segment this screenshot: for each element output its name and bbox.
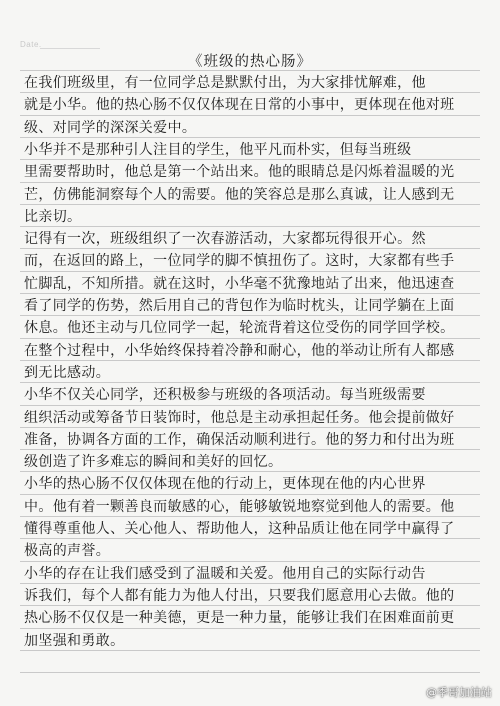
essay-line: 组织活动或筹备节日装饰时，他总是主动承担起任务。他会提前做好 <box>24 409 455 426</box>
essay-line: 诉我们，每个人都有能力为他人付出，只要我们愿意用心去做。他的 <box>24 587 455 604</box>
ruled-line <box>20 338 480 339</box>
ruled-line <box>20 382 480 383</box>
ruled-line <box>20 516 480 517</box>
ruled-line <box>20 159 480 160</box>
essay-line: 忙脚乱，不知所措。就在这时，小华毫不犹豫地站了出来，他迅速查 <box>24 275 455 292</box>
ruled-line <box>20 271 480 272</box>
date-label: Date. <box>20 40 42 49</box>
essay-line: 中。他有着一颗善良而敏感的心，能够敏锐地察觉到他人的需要。他 <box>24 498 455 515</box>
essay-line: 芒，仿佛能洞察每个人的需要。他的笑容总是那么真诚，让人感到无 <box>24 186 455 203</box>
ruled-line <box>20 137 480 138</box>
ruled-line <box>20 315 480 316</box>
ruled-line <box>20 360 480 361</box>
essay-line: 里需要帮助时，他总是第一个站出来。他的眼睛总是闪烁着温暖的光 <box>24 164 455 181</box>
essay-line: 级、对同学的深深关爱中。 <box>24 119 197 136</box>
date-underline <box>40 48 100 49</box>
ruled-line <box>20 182 480 183</box>
ruled-line <box>20 628 480 629</box>
essay-line: 热心肠不仅仅是一种美德，更是一种力量，能够让我们在困难面前更 <box>24 610 455 627</box>
ruled-line <box>20 561 480 562</box>
essay-line: 看了同学的伤势，然后用自己的背包作为临时枕头，让同学躺在上面 <box>24 298 455 314</box>
essay-line: 小华并不是那种引人注目的学生，他平凡而朴实，但每当班级 <box>24 141 412 158</box>
essay-line: 休息。他还主动与几位同学一起，轮流背着这位受伤的同学回学校。 <box>24 320 455 337</box>
essay-line: 准备，协调各方面的工作，确保活动顺利进行。他的努力和付出为班 <box>24 431 455 448</box>
essay-line: 小华不仅关心同学，还积极参与班级的各项活动。每当班级需要 <box>24 387 426 404</box>
ruled-line <box>20 471 480 472</box>
essay-title: 《班级的热心肠》 <box>188 54 312 70</box>
essay-line: 小华的热心肠不仅仅体现在他的行动上，更体现在他的内心世界 <box>24 476 426 493</box>
essay-line: 而，在返回的路上，一位同学的脚不慎扭伤了。这时，大家都有些手 <box>24 253 455 270</box>
ruled-line <box>20 427 480 428</box>
essay-line: 到无比感动。 <box>24 364 111 381</box>
essay-line: 记得有一次，班级组织了一次春游活动，大家都玩得很开心。然 <box>24 231 426 248</box>
ruled-line <box>20 115 480 116</box>
ruled-line <box>20 293 480 294</box>
ruled-line <box>20 204 480 205</box>
essay-line: 比亲切。 <box>24 208 82 225</box>
essay-line: 在整个过程中，小华始终保持着冷静和耐心，他的举动让所有人都感 <box>24 342 455 359</box>
essay-line: 就是小华。他的热心肠不仅仅体现在日常的小事中，更体现在他对班 <box>24 97 455 114</box>
ruled-line <box>20 583 480 584</box>
ruled-line <box>20 605 480 606</box>
watermark <box>426 684 492 700</box>
ruled-line <box>20 92 480 93</box>
ruled-line <box>20 449 480 450</box>
ruled-line <box>20 650 480 651</box>
ruled-line <box>20 494 480 495</box>
ruled-line <box>20 226 480 227</box>
ruled-line <box>20 538 480 539</box>
ruled-line <box>20 672 480 673</box>
watermark-text: @季哥加油站 <box>426 686 492 699</box>
essay-line: 懂得尊重他人、关心他人、帮助他人，这种品质让他在同学中赢得了 <box>24 521 455 537</box>
essay-line: 加坚强和勇敢。 <box>24 632 125 649</box>
ruled-line <box>20 248 480 249</box>
essay-line: 极高的声誉。 <box>24 543 111 560</box>
essay-line: 小华的存在让我们感受到了温暖和关爱。他用自己的实际行动告 <box>24 565 426 582</box>
essay-line: 级创造了许多难忘的瞬间和美好的回忆。 <box>24 454 283 471</box>
essay-line: 在我们班级里，有一位同学总是默默付出，为大家排忧解难，他 <box>24 75 426 91</box>
ruled-line <box>20 405 480 406</box>
